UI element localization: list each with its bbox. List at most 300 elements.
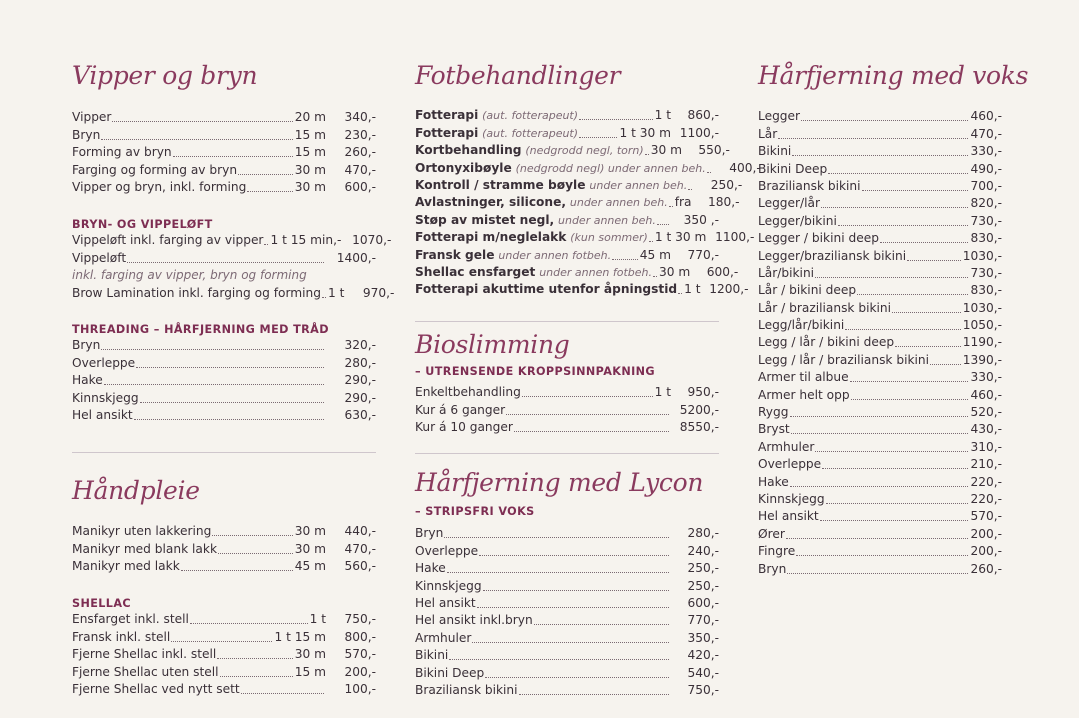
service-name-bold: Kortbehandling [415,143,522,158]
price-row [758,230,1002,247]
price-row [72,144,376,161]
service-duration: 1 t [654,108,671,123]
service-price: 490,- [970,161,1002,176]
dot-leader [447,572,669,573]
service-name: Bikini [415,648,449,663]
shellac-list [72,611,376,698]
service-price: 250,- [710,177,743,192]
dot-leader [101,139,292,140]
service-price: 550,- [698,143,730,158]
service-price: 230,- [344,127,376,142]
dot-leader [822,468,968,469]
dot-leader [657,224,669,225]
dot-leader [514,431,669,432]
price-row [72,540,376,557]
price-row [758,160,1002,177]
service-price: 700,- [970,178,1002,193]
service-name: Armhuler [758,439,815,454]
service-price: 180,- [707,195,740,210]
dot-leader [127,262,324,263]
dot-leader [579,119,653,120]
dot-leader [217,658,292,659]
price-row [415,419,719,436]
price-row [758,508,1002,525]
section-title-fot: Fotbehandlinger [415,61,621,90]
dot-leader [678,293,682,294]
service-name: Manikyr med lakk [72,559,180,574]
service-note: (kun sommer) [570,231,648,245]
dot-leader [449,659,669,660]
dot-leader [786,538,969,539]
price-row [415,264,739,281]
service-name: Vipper og bryn, inkl. forming [72,179,247,194]
dot-leader [472,642,669,643]
service-price: 800,- [344,629,376,644]
dot-leader [519,694,669,695]
service-price: 630,- [344,407,376,422]
price-row [72,285,395,302]
price-row [758,143,1002,160]
dot-leader [653,276,657,277]
service-note: under annen beh. [569,196,668,210]
price-row [72,646,376,663]
service-name [415,281,677,298]
service-name: Hake [758,474,789,489]
dot-leader [669,206,673,207]
service-name [415,229,648,246]
dot-leader [101,349,324,350]
service-note: (nedgrodd negl) under annen beh. [515,161,706,175]
service-name: Vippeløft [72,250,127,265]
service-price: 820,- [970,196,1002,211]
service-name-bold: Støp av mistet negl, [415,212,555,227]
subtitle-shellac: SHELLAC [72,597,131,610]
subtitle-threading: THREADING – HÅRFJERNING MED TRÅD [72,323,329,336]
service-name: Bryst [758,422,790,437]
service-name: Armer helt opp [758,387,850,402]
service-name: Fransk inkl. stell [72,629,171,644]
price-row [72,611,376,628]
dot-leader [264,244,268,245]
price-row [758,491,1002,508]
price-row [415,560,719,577]
service-duration: 45 m [294,559,326,574]
price-row [415,194,740,211]
dot-leader [104,384,324,385]
dot-leader [838,225,969,226]
price-row [72,249,376,266]
service-price: 200,- [970,526,1002,541]
divider [415,453,719,454]
section-title-handpleie: Håndpleie [72,476,200,505]
service-price: 440,- [344,524,376,539]
service-duration: 1 t 15 m [274,629,326,644]
service-price: 470,- [344,162,376,177]
handpleie-list [72,523,376,575]
service-price: 1030,- [962,248,1002,263]
service-name: Manikyr med blank lakk [72,541,218,556]
service-price: 200,- [970,544,1002,559]
price-row [72,354,376,371]
service-name: Fjerne Shellac uten stell [72,664,219,679]
service-price: 1030,- [962,300,1002,315]
service-note: (aut. fotterapeut) [482,126,579,140]
service-duration: 45 m [639,247,671,262]
dot-leader [930,364,961,365]
service-price: 730,- [970,213,1002,228]
service-duration: 1 t 30 m [654,230,707,245]
price-row [415,577,719,594]
service-name: Hel ansikt [758,509,819,524]
price-row [758,560,1002,577]
service-name [415,177,687,194]
service-name: Hel ansikt [415,595,476,610]
service-note: under annen fotbeh. [498,248,612,262]
service-price: 280,- [344,355,376,370]
service-duration: 1 t [309,612,326,627]
service-name: Bryn [758,561,787,576]
service-price: 1100,- [679,125,719,140]
price-row [415,595,719,612]
dot-leader [220,676,293,677]
dot-leader [707,172,711,173]
service-price: 950,- [687,385,719,400]
service-name-bold: Shellac ensfarget [415,264,536,279]
service-name: Legger / bikini deep [758,231,879,246]
service-duration: 1 t 15 min,- [270,233,342,248]
lift-note: inkl. farging av vipper, bryn og forming [72,268,307,283]
service-price: 750,- [344,612,376,627]
service-name: Armer til albue [758,370,849,385]
service-name-bold: Fransk gele [415,247,495,262]
price-row [72,389,376,406]
dot-leader [241,693,324,694]
service-name: Legg/lår/bikini [758,318,845,333]
service-duration: 1 t [327,286,345,301]
service-price: 350 ,- [683,212,719,227]
price-row [415,159,761,176]
service-price: 460,- [970,387,1002,402]
service-price: 600,- [687,595,719,610]
price-row [758,265,1002,282]
dot-leader [171,641,272,642]
dot-leader [892,312,961,313]
service-name: Bikini Deep [415,665,485,680]
service-price: 210,- [970,457,1002,472]
service-price: 570,- [970,509,1002,524]
price-row [758,178,1002,195]
price-row [758,125,1002,142]
price-row [758,525,1002,542]
price-row [758,404,1002,421]
dot-leader [645,154,649,155]
service-price: 290,- [344,373,376,388]
price-row [758,386,1002,403]
service-price: 460,- [970,109,1002,124]
dot-leader [112,121,292,122]
dot-leader [815,451,968,452]
service-price: 830,- [970,231,1002,246]
service-name: Hake [72,373,103,388]
dot-leader [845,329,960,330]
dot-leader [792,155,968,156]
service-price: 340,- [344,110,376,125]
service-price: 1100,- [715,230,755,245]
service-price: 290,- [344,390,376,405]
service-name: Kinnskjegg [758,491,825,506]
service-price: 320,- [344,338,376,353]
service-price: 600,- [344,179,376,194]
service-name: Bikini [758,144,792,159]
service-name: Hel ansikt inkl.bryn [415,613,533,628]
dot-leader [212,535,292,536]
service-duration: 30 m [294,179,326,194]
service-price: 1050,- [962,318,1002,333]
dot-leader [790,486,969,487]
dot-leader [479,555,669,556]
dot-leader [815,277,968,278]
price-row [415,211,719,228]
price-row [758,456,1002,473]
lift-list-2 [72,285,395,302]
dot-leader [506,414,669,415]
service-name: Ensfarget inkl. stell [72,612,189,627]
subtitle-lycon: – STRIPSFRI VOKS [415,505,535,518]
subtitle-lift: BRYN- OG VIPPELØFT [72,218,213,231]
price-row [72,407,376,424]
service-price: 280,- [687,526,719,541]
service-name: Ører [758,526,785,541]
price-row [415,682,719,699]
dot-leader [134,419,324,420]
voks-list [758,108,1002,578]
service-price: 330,- [970,370,1002,385]
divider [72,452,376,453]
service-duration: 30 m [294,162,326,177]
price-row [758,421,1002,438]
service-name [415,264,652,281]
service-price: 100,- [344,681,376,696]
service-duration: 30 m [658,264,691,279]
service-price: 260,- [344,145,376,160]
price-row [758,247,1002,264]
dot-leader [444,537,669,538]
price-row [415,142,730,159]
service-name-bold: Kontroll / stramme bøyle [415,177,586,192]
service-name: Kinnskjegg [415,578,482,593]
lycon-list [415,525,719,699]
service-name [415,107,578,124]
service-price: 420,- [687,648,719,663]
service-name: Hake [415,561,446,576]
dot-leader [796,555,968,556]
dot-leader [787,573,968,574]
service-price: 5200,- [679,402,719,417]
dot-leader [895,346,961,347]
service-duration: 30 m [650,143,682,158]
service-name: Enkeltbehandling [415,385,521,400]
price-row [758,334,1002,351]
price-row [758,351,1002,368]
price-row [415,647,719,664]
service-name: Overleppe [415,543,479,558]
service-name: Legg / lår / bikini deep [758,335,895,350]
service-name: Legger/braziliansk bikini [758,248,907,263]
price-row [415,384,719,401]
service-price: 250,- [687,578,719,593]
service-price: 8550,- [679,420,719,435]
service-price: 200,- [344,664,376,679]
service-price: 770,- [687,613,719,628]
service-name: Brow Lamination inkl. farging og forming [72,286,321,301]
service-name-bold: Fotterapi m/neglelakk [415,230,567,245]
price-row [72,523,376,540]
service-price: 1190,- [962,335,1002,350]
service-duration: 1 t [654,385,671,400]
dot-leader [238,174,293,175]
service-note: under annen beh. [589,178,688,192]
service-duration: 1 t [684,282,701,297]
service-name: Manikyr uten lakkering [72,524,212,539]
service-duration: 30 m [294,541,326,556]
price-row [72,681,376,698]
service-duration: 30 m [294,524,326,539]
price-row [415,664,719,681]
service-name: Armhuler [415,630,472,645]
dot-leader [821,207,968,208]
dot-leader [477,607,669,608]
lift-list [72,232,392,267]
price-row [72,663,376,680]
dot-leader [181,570,293,571]
price-row [415,124,719,141]
price-row [72,232,392,249]
service-name: Overleppe [758,457,822,472]
service-price: 770,- [687,247,719,262]
price-row [72,558,376,575]
fot-list [415,107,761,298]
dot-leader [826,503,969,504]
service-price: 470,- [344,541,376,556]
price-row [415,281,749,298]
service-price: 520,- [970,405,1002,420]
service-price: 220,- [970,474,1002,489]
price-row [758,212,1002,229]
service-price: 1070,- [352,233,392,248]
service-price: 310,- [970,439,1002,454]
price-row [758,369,1002,386]
section-title-bio: Bioslimming [415,330,570,359]
service-name: Vippeløft inkl. farging av vipper [72,233,264,248]
price-row [72,372,376,389]
service-note: (aut. fotterapeut) [482,109,579,123]
dot-leader [851,399,969,400]
service-name: Bikini Deep [758,161,828,176]
dot-leader [820,520,969,521]
service-duration: fra [674,195,692,210]
price-row [72,179,376,196]
dot-leader [136,367,324,368]
dot-leader [579,137,617,138]
service-duration: 15 m [294,145,326,160]
service-price: 350,- [687,630,719,645]
service-name-bold: Fotterapi [415,125,479,140]
service-name: Rygg [758,405,789,420]
service-name-bold: Fotterapi [415,108,479,123]
price-row [758,108,1002,125]
service-name: Bryn [72,127,101,142]
dot-leader [828,173,968,174]
dot-leader [791,433,969,434]
price-row [415,229,755,246]
service-name [415,212,656,229]
service-name: Legger/lår [758,196,821,211]
price-row [415,629,719,646]
section-title-vipper: Vipper og bryn [72,61,258,90]
service-price: 600,- [706,264,739,279]
service-name [415,125,578,142]
dot-leader [483,590,669,591]
service-name: Braziliansk bikini [758,178,861,193]
service-name: Kinnskjegg [72,390,139,405]
service-price: 830,- [970,283,1002,298]
dot-leader [857,294,968,295]
price-row [758,282,1002,299]
dot-leader [778,138,968,139]
service-price: 560,- [344,559,376,574]
dot-leader [522,396,653,397]
service-name-bold: Avlastninger, silicone, [415,195,566,210]
service-price: 570,- [344,647,376,662]
price-row [758,438,1002,455]
price-row [72,628,376,645]
service-name: Kur á 6 ganger [415,402,506,417]
service-price: 260,- [970,561,1002,576]
divider [415,321,719,322]
dot-leader [534,624,669,625]
service-price: 1400,- [336,250,376,265]
service-price: 400,- [729,160,761,175]
price-row [758,195,1002,212]
dot-leader [190,623,308,624]
section-title-voks: Hårfjerning med voks [758,61,1029,90]
price-row [758,543,1002,560]
service-name [415,142,644,159]
service-price: 750,- [687,682,719,697]
price-row [415,107,719,124]
price-row [72,126,376,143]
service-name: Fjerne Shellac ved nytt sett [72,681,240,696]
service-name: Vipper [72,110,112,125]
price-row [415,401,719,418]
service-price: 470,- [970,126,1002,141]
service-name: Legg / lår / braziliansk bikini [758,352,930,367]
bio-list [415,384,719,436]
service-name: Overleppe [72,355,136,370]
service-name: Braziliansk bikini [415,682,518,697]
price-row [758,299,1002,316]
service-name: Bryn [72,338,101,353]
service-name: Lår/bikini [758,265,815,280]
subtitle-bio: – UTRENSENDE KROPPSINNPAKNING [415,365,656,378]
dot-leader [140,402,324,403]
dot-leader [173,156,293,157]
price-row [758,317,1002,334]
dot-leader [850,381,969,382]
dot-leader [688,189,692,190]
service-name: Hel ansikt [72,407,133,422]
section-title-lycon: Hårfjerning med Lycon [415,468,704,497]
